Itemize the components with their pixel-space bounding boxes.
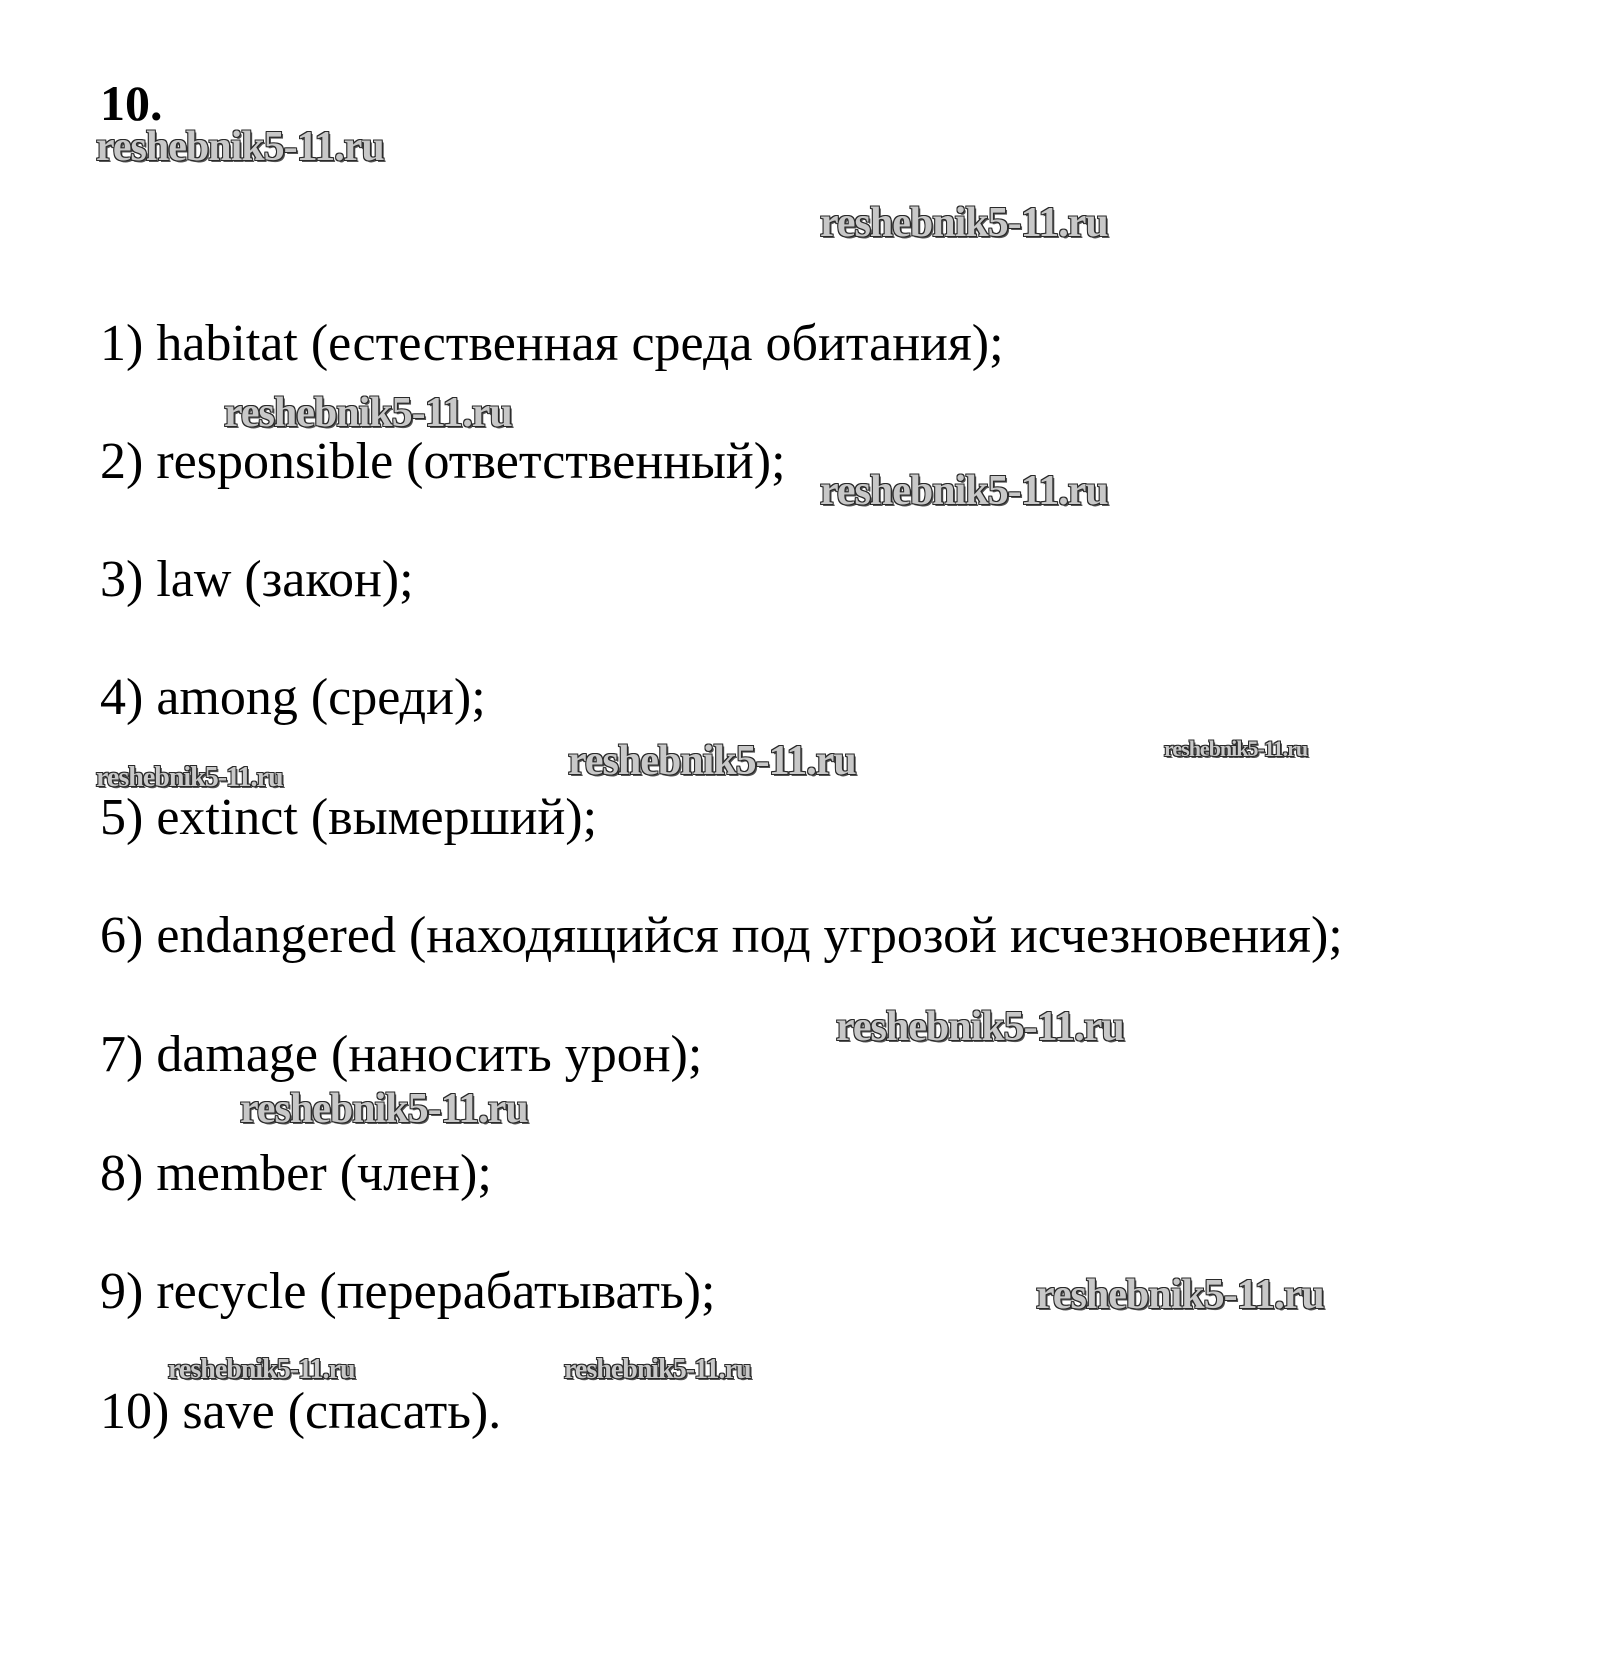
answer-item-4: 4) among (среди); (100, 669, 486, 726)
watermark: reshebnik5-11.ru (96, 762, 283, 793)
answer-item-6: 6) endangered (находящийся под угрозой исчезновения); (100, 907, 1343, 964)
answer-item-3: 3) law (закон); (100, 551, 414, 608)
watermark: reshebnik5-11.ru (96, 124, 384, 170)
watermark: reshebnik5-11.ru (240, 1086, 528, 1132)
answer-item-8: 8) member (член); (100, 1145, 492, 1202)
watermark: reshebnik5-11.ru (168, 1354, 355, 1385)
answer-item-1: 1) habitat (естественная среда обитания); (100, 315, 1004, 372)
answer-item-5: 5) extinct (вымерший); (100, 789, 598, 846)
answer-item-10: 10) save (спасать). (100, 1383, 502, 1440)
watermark: reshebnik5-11.ru (820, 468, 1108, 514)
answer-item-2: 2) responsible (ответственный); (100, 433, 786, 490)
watermark: reshebnik5-11.ru (1164, 736, 1308, 761)
answer-item-7: 7) damage (наносить урон); (100, 1026, 703, 1083)
watermark: reshebnik5-11.ru (564, 1354, 751, 1385)
exercise-number: 10. (100, 75, 163, 131)
watermark: reshebnik5-11.ru (836, 1004, 1124, 1050)
watermark: reshebnik5-11.ru (224, 390, 512, 436)
answer-item-9: 9) recycle (перерабатывать); (100, 1263, 716, 1320)
watermark: reshebnik5-11.ru (820, 200, 1108, 246)
watermark: reshebnik5-11.ru (568, 738, 856, 784)
watermark: reshebnik5-11.ru (1036, 1272, 1324, 1318)
